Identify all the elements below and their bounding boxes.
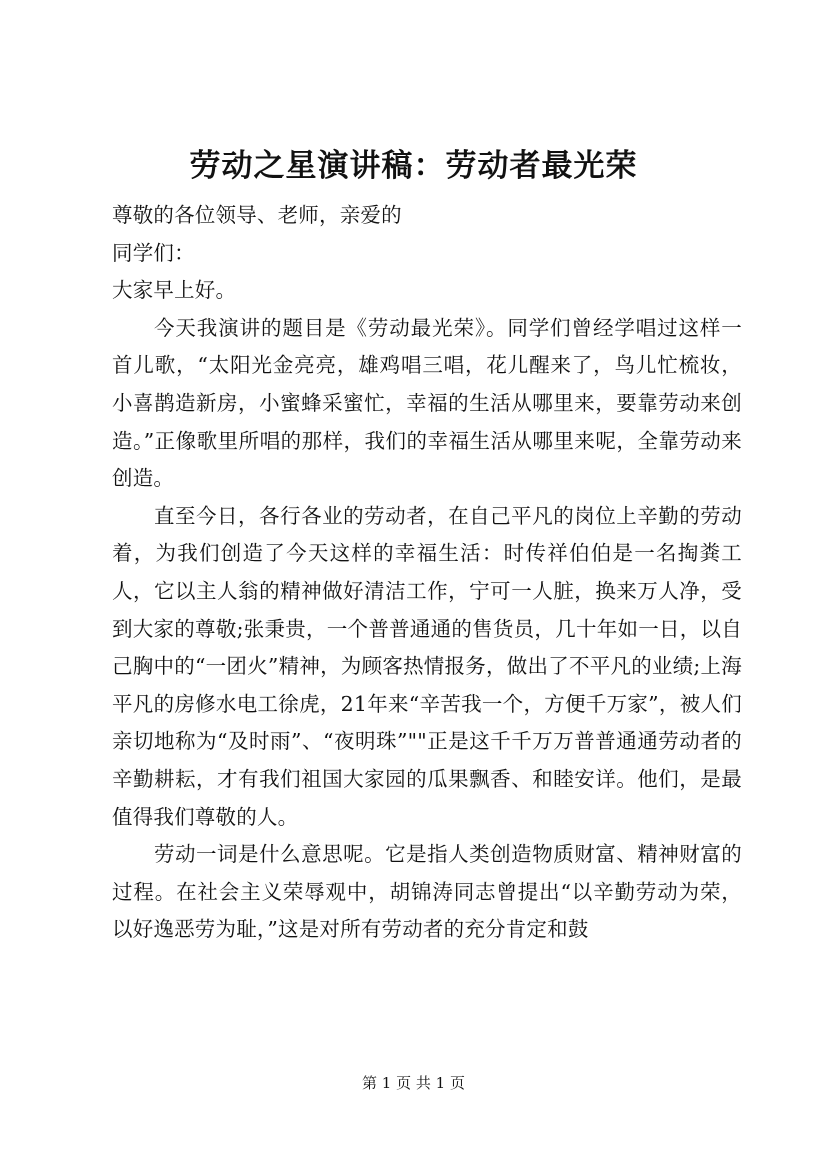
document-body [112, 197, 742, 949]
salutation-line: 尊敬的各位领导、老师，亲爱的 [112, 203, 402, 227]
body-paragraph: 直至今日，各行各业的劳动者，在自己平凡的岗位上辛勤的劳动着，为我们创造了今天这样的幸福生活：时传祥伯伯是一名掏粪工人，它以主人翁的精神做好清洁工作，宁可一人脏，换来万人净，受到大家的尊敬;张秉贵，一个普普通通的售货员，几十年如一日，以自己胸中的“一团火”精神，为顾客热情报务，做出了不平凡的业绩;上海平凡的房修水电工徐虎，21年来“辛苦我一个，方便千万家”，被人们亲切地称为“及时雨”、“夜明珠”""正是这千千万万普普通通劳动者的辛勤耕耘，才有我们祖国大家园的瓜果飘香、和睦安详。他们，是最值得我们尊敬的人。 [112, 503, 742, 829]
greeting-line: 大家早上好。 [112, 278, 237, 303]
body-paragraph: 今天我演讲的题目是《劳动最光荣》。同学们曾经学唱过这样一首儿歌，“太阳光金亮亮，雄鸡唱三唱，花儿醒来了，鸟儿忙梳妆，小喜鹊造新房，小蜜蜂采蜜忙，幸福的生活从哪里来，要靠劳动来创造。”正像歌里所唱的那样，我们的幸福生活从哪里来呢，全靠劳动来创造。 [112, 315, 742, 491]
body-paragraph: 劳动一词是什么意思呢。它是指人类创造物质财富、精神财富的过程。在社会主义荣辱观中，胡锦涛同志曾提出“以辛勤劳动为荣，以好逸恶劳为耻，”这是对所有劳动者的充分肯定和鼓 [112, 842, 742, 942]
page-number-footer: 第 1 页 共 1 页 [362, 1074, 465, 1092]
salutation-line: 同学们： [112, 240, 195, 265]
document-title: 劳动之星演讲稿：劳动者最光荣 [189, 148, 638, 184]
